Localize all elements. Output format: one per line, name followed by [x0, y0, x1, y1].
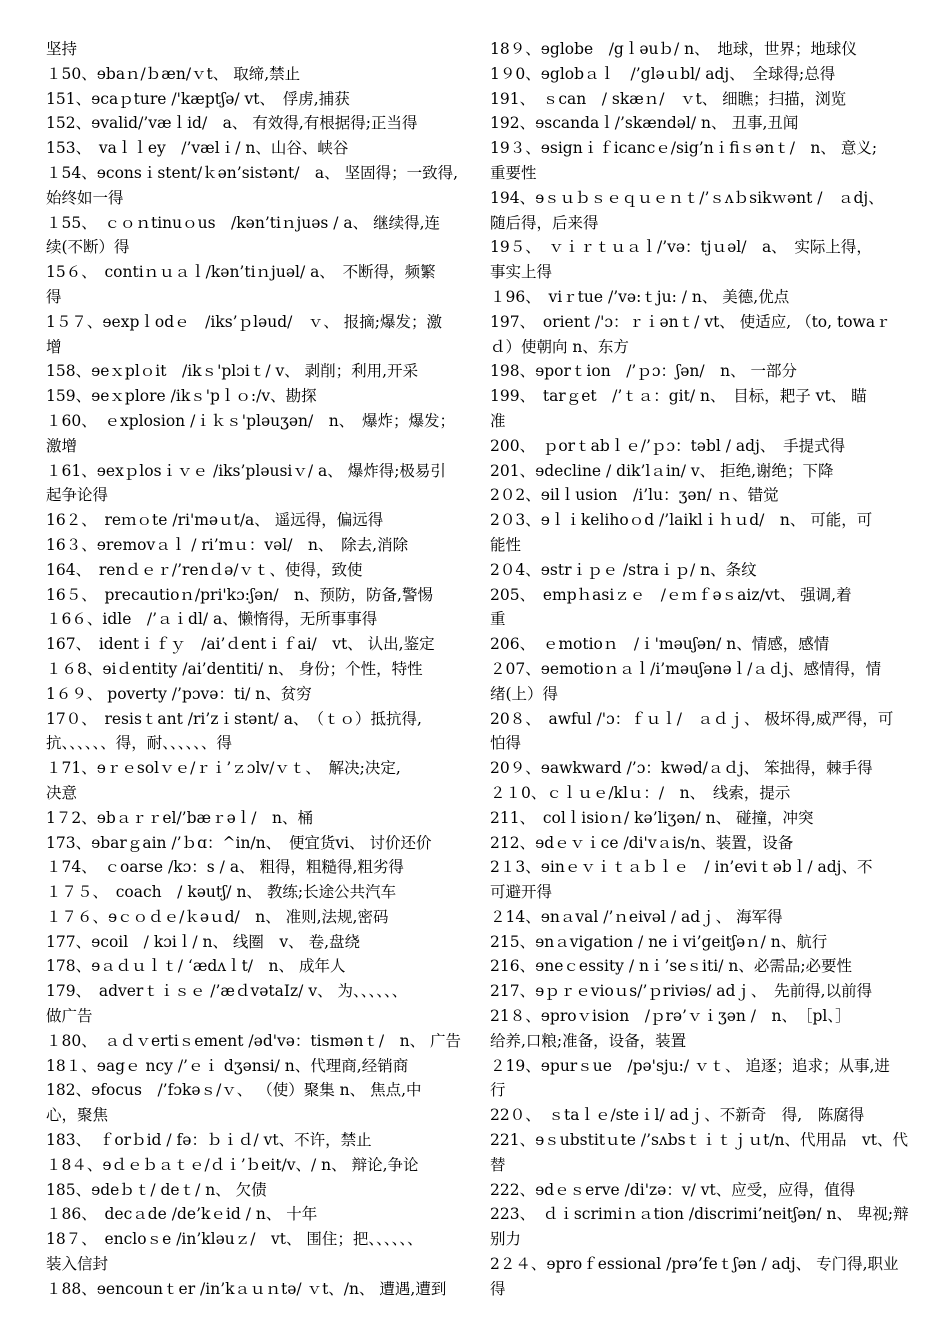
- vocab-line: 173、ɘbarｇain /’ｂɑ：^in/n、 便宜货vi、 讨价还价: [46, 833, 432, 852]
- vocab-line: 抗、、、、、、得，耐、、、、、、得: [46, 734, 233, 753]
- vocab-line: 197、 orient /'ɔ：ｒｉənｔ/ vt、 使适应, （to, towaｒ: [490, 312, 891, 331]
- vocab-line: 216、ɘneｃessity / nｉ’seｓiti/ n、必需品;必要性: [490, 957, 853, 976]
- vocab-line: 178、ɘａｄｕｌｔ/ ‘ædʌｌt/ n、 成年人: [46, 957, 346, 976]
- vocab-line: １6６、idle /’ａｉdl/ a、懒惰得，无所事事得: [46, 610, 378, 629]
- vocab-line: 1９0、ɘglobａｌ /’gləｕbl/ adj、 全球得;总得: [490, 64, 836, 83]
- vocab-line: 159、ɘeｘplore /ikｓ'pｌｏ:/v、勘探: [46, 387, 317, 406]
- vocab-line: 怕得: [490, 734, 522, 753]
- vocab-line: 准: [490, 411, 506, 430]
- vocab-line: 19３、ɘsignｉｆicancｅ/sig’nｉfiｓənｔ/ n、 意义;: [490, 139, 878, 158]
- vocab-line: 221、ɘｓubstitｕte /’sʌbsｔｉｔｊｕt/n、代用品 vt、代: [490, 1131, 909, 1150]
- vocab-line: 绪(上）得: [490, 684, 559, 703]
- right-column: [490, 37, 926, 1302]
- vocab-line: 得: [46, 287, 62, 306]
- vocab-line: 18７、 encloｓe /in’kləuｚ/ vt、 围住；把、、、、、、: [46, 1230, 423, 1249]
- vocab-line: 164、 renｄｅｒ/’renｄə/ｖｔ、使得，致使: [46, 560, 363, 579]
- vocab-line: 194、ɘｓｕｂｓｅｑｕｅｎｔ/’ｓʌｂsikｗənt / ａdj、: [490, 188, 884, 207]
- vocab-line: ２14、ɘnａval /’ｎeivəl / adｊ、 海军得: [490, 907, 783, 926]
- vocab-line: 192、ɘscandaｌ/’skændəl/ n、 丑事,丑闻: [490, 114, 799, 133]
- vocab-line: 重要性: [490, 163, 537, 182]
- vocab-line: 20９、ɘawkward /’ɔ：kwəd/ａｄj、 笨拙得，棘手得: [490, 759, 873, 778]
- vocab-line: 替: [490, 1155, 506, 1174]
- vocab-line: 205、 empｈasiｚｅ /ｅｍｆəｓaiz/vt、 强调,着: [490, 585, 852, 604]
- vocab-line: 别力: [490, 1230, 522, 1249]
- vocab-line: １74、 ｃoarse /kɔ：s / a、 粗得，粗糙得,粗劣得: [46, 858, 404, 877]
- vocab-line: 182、ɘfocus /’fɔkəｓ/ｖ、 （使）聚集 n、 焦点,中: [46, 1081, 422, 1100]
- vocab-line: 2０4、ɘstrｉｐｅ /straｉｐ/ n、条纹: [490, 560, 757, 579]
- vocab-line: 179、 adverｔｉｓｅ /’æｄvətaIz/ v、 为、、、、、、: [46, 982, 408, 1001]
- vocab-line: 1７2、ɘbａｒｒel/’bæｒəｌ/ n、桶: [46, 808, 313, 827]
- vocab-line: ２１0、ｃｌｕｅ/klｕ：/ n、 线索，提示: [490, 783, 791, 802]
- vocab-line: 给养,口粮;准备，设备，装置: [490, 1031, 687, 1050]
- vocab-line: 事实上得: [490, 263, 553, 282]
- vocab-line: 206、 ｅmotioｎ /ｉ'məuʃən/ n、情感，感情: [490, 635, 830, 654]
- vocab-line: 19５、 ｖｉｒｔｕａｌ/’və：tjｕəl/ a、 实际上得，: [490, 238, 872, 257]
- vocab-line: ２07、ɘemotioｎａｌ/i’məuʃənəｌ/ａｄj、感情得，情: [490, 659, 882, 678]
- vocab-line: 191、 ｓcan / skæｎ/ ｖt、 细瞧；扫描，浏览: [490, 89, 847, 108]
- vocab-line: １７６、ɘｃｏｄｅ/ｋəｕd/ n、 准则,法规,密码: [46, 907, 389, 926]
- vocab-line: 201、ɘdecline / dik’lａin/ v、 拒绝,谢绝；下降: [490, 461, 834, 480]
- vocab-line: 能性: [490, 535, 522, 554]
- vocab-line: 装入信封: [46, 1255, 109, 1274]
- vocab-line: 18１、ɘagｅ ncy /’ｅｉ dʒənsi/ n、代理商,经销商: [46, 1056, 409, 1075]
- vocab-line: 217、ɘｐｒｅvioｕs/’ｐriviəs/ adｊ、 先前得,以前得: [490, 982, 873, 1001]
- vocab-line: 22０、 ｓtaｌｅ/steｉl/ adｊ、不新奇 得, 陈腐得: [490, 1106, 865, 1125]
- vocab-line: 坚持: [46, 40, 78, 58]
- vocab-line: １86、 decａde /de’kｅid / n、 十年: [46, 1205, 318, 1224]
- vocab-line: 167、 identｉｆｙ /ai’ｄentｉｆai/ vt、 认出,鉴定: [46, 635, 435, 654]
- vocab-line: 18９、ɘglobe /gｌəuｂ/ n、 地球，世界；地球仪: [490, 40, 857, 58]
- vocab-line: 222、ɘdｅｓerve /di'zə：v/ vt、应受，应得，值得: [490, 1180, 856, 1199]
- vocab-line: 16２、 reｍｏte /ri'məｕt/a、 遥远得，偏远得: [46, 511, 384, 530]
- vocab-line: 153、 vaｌｌey /’vælｉ/ n、山谷、峡谷: [46, 139, 349, 158]
- vocab-line: 可避开得: [490, 883, 553, 902]
- vocab-line: １61、ɘexｐlosｉｖｅ /iks’pləusiｖ/ a、 爆炸得;极易引: [46, 461, 446, 480]
- vocab-line: 增: [46, 337, 62, 356]
- vocab-line: 得: [490, 1279, 506, 1298]
- vocab-line: 223、 ｄｉscrimiｎａtion /discrimi’neitʃən/ n、 卑视;辩: [490, 1205, 909, 1224]
- vocab-line: 2２４、ɘproｆessional /prə’feｔʃən / adj、 专门得,职业: [490, 1255, 899, 1274]
- vocab-line: 212、ɘdｅｖｉce /di'vａis/n、装置，设备: [490, 833, 794, 852]
- vocab-line: 177、ɘcoil / kɔiｌ/ n、 线圈 v、 卷,盘绕: [46, 932, 361, 951]
- vocab-line: １8４、ɘｄｅｂａｔｅ/ｄｉ’ｂeit/v、/ n、 辩论,争论: [46, 1155, 419, 1174]
- vocab-line: 21８、ɘproｖision /ｐrə’ｖｉʒən / n、 ［pl、］: [490, 1007, 851, 1026]
- vocab-line: 重: [490, 610, 506, 629]
- vocab-line: 1６９、 poverty /’pɔvə：ti/ n、贫穷: [46, 684, 312, 703]
- vocab-line: ２19、ɘpurｓue /pə'sju:/ ｖｔ、 追逐；追求；从事,进: [490, 1056, 890, 1075]
- vocab-line: 2０3、ɘｌｉkelihoｏd /’laiklｉｈｕd/ n、 可能，可: [490, 511, 873, 530]
- vocab-line: １55、 ｃｏｎtinuｏus /kən’tiｎjuəs / a、 继续得,连: [46, 213, 441, 232]
- vocab-line: 17０、 resisｔant /ri’zｉstənt/ a、 （ｔｏ）抵抗得,: [46, 709, 422, 728]
- vocab-line: 151、ɘcaｐture /'kæptʃə/ vt、 俘虏,捕获: [46, 89, 350, 108]
- vocab-line: 152、ɘvalid/’væｌid/ a、 有效得,有根据得;正当得: [46, 114, 418, 133]
- left-column: [46, 37, 482, 1302]
- vocab-line: 15６、 contiｎｕａｌ/kən’tiｎjuəl/ a、 不断得，频繁: [46, 263, 436, 282]
- vocab-line: 决意: [46, 783, 78, 802]
- vocab-line: １96、 viｒtue /’və:ｔju: / n、 美德,优点: [490, 287, 790, 306]
- vocab-line: 2１3、ɘinｅｖｉｔａｂｌｅ / in’eviｔəbｌ/ adj、不: [490, 858, 873, 877]
- vocab-line: 16３、ɘremovａｌ / ri’mｕ：vəl/ n、 除去,消除: [46, 535, 409, 554]
- vocab-line: 随后得，后来得: [490, 213, 599, 232]
- vocab-line: 20８、 awful /'ɔ：ｆｕｌ/ ａｄｊ、 极坏得,威严得，可: [490, 709, 894, 728]
- vocab-line: １７５、 coach / kəutʃ/ n、 教练;长途公共汽车: [46, 883, 397, 902]
- vocab-line: 199、 tarｇet /’ｔａ：git/ n、 目标，耙子 vt、 瞄: [490, 387, 867, 406]
- vocab-line: １80、 ａｄｖertiｓement /əd'və：tismənｔ/ n、 广告: [46, 1031, 462, 1050]
- vocab-line: 198、ɘporｔion /’ｐɔ：ʃən/ n、 一部分: [490, 362, 798, 381]
- vocab-line: 做广告: [46, 1007, 93, 1026]
- vocab-line: 200、 ｐorｔabｌｅ/’ｐɔ：təbl / adj、 手提式得: [490, 436, 846, 455]
- vocab-line: 2０2、ɘilｌusion /i’lu：ʒən/ ｎ、错觉: [490, 486, 779, 505]
- vocab-line: １50、ɘbaｎ/ｂæn/ｖt、 取缔,禁止: [46, 64, 301, 83]
- vocab-line: 183、 ｆorｂid / fə：ｂｉｄ/ vt、不许，禁止: [46, 1131, 372, 1150]
- vocab-line: 185、ɘdeｂｔ/ deｔ/ n、 欠债: [46, 1180, 267, 1199]
- vocab-line: 续(不断）得: [46, 238, 130, 257]
- vocab-line: ｄ）使朝向 n、东方: [490, 337, 629, 356]
- vocab-line: 16５、 precautioｎ/pri'kɔ:ʃən/ n、预防，防备,警惕: [46, 585, 433, 604]
- vocab-line: 158、ɘeｘplｏit /ikｓ'plɔiｔ/ v、 剥削；利用,开采: [46, 362, 419, 381]
- vocab-line: 激增: [46, 436, 78, 455]
- vocab-line: 起争论得: [46, 486, 109, 505]
- vocab-line: 1５７、ɘexpｌodｅ /iks’ｐləud/ ｖ、 报摘;爆发；激: [46, 312, 442, 331]
- vocab-line: 211、 colｌisioｎ/ kə’liʒən/ n、 碰撞，冲突: [490, 808, 814, 827]
- vocab-line: 始终如一得: [46, 188, 124, 207]
- vocab-line: 215、ɘnａvigation / neｉvi’geitʃəｎ/ n、航行: [490, 932, 828, 951]
- vocab-line: １６8、ɘiｄentity /ai’dentiti/ n、 身份；个性，特性: [46, 659, 423, 678]
- vocab-line: １71、ɘｒｅsolｖｅ/ｒｉ’ｚɔlv/ｖｔ、 解决;决定,: [46, 759, 401, 778]
- vocab-line: １88、ɘencounｔer /in’kａｕｎtə/ ｖt、/n、 遭遇,遭到: [46, 1279, 447, 1298]
- vocab-line: １54、ɘconsｉstent/ｋən’sistənt/ a、 坚固得；一致得,: [46, 163, 459, 182]
- vocab-line: 行: [490, 1081, 506, 1100]
- vocab-line: １60、 ｅxplosion /ｉｋｓ'pləuʒən/ n、 爆炸；爆发；: [46, 411, 455, 430]
- vocab-line: 心，聚焦: [46, 1106, 109, 1125]
